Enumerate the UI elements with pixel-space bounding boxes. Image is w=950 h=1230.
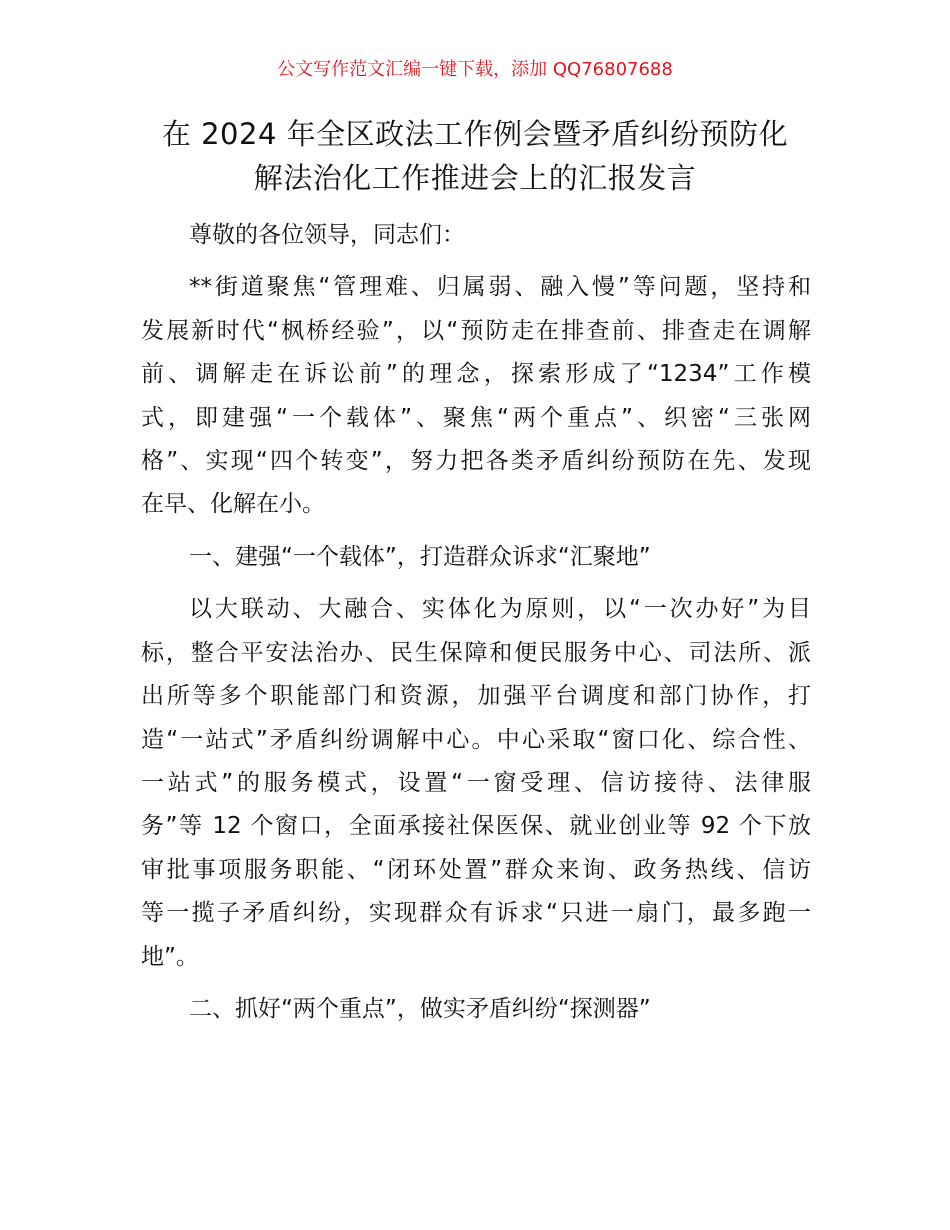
paragraph-line: 格”、实现“四个转变”，努力把各类矛盾纠纷预防在先、发现 [141, 448, 811, 474]
paragraph-line: 前、调解走在诉讼前”的理念，探索形成了“1234”工作模 [141, 361, 811, 387]
paragraph-line: 以大联动、大融合、实体化为原则，以“一次办好”为目 [189, 596, 811, 622]
salutation: 尊敬的各位领导，同志们： [189, 222, 465, 248]
paragraph-line: 标，整合平安法治办、民生保障和便民服务中心、司法所、派 [141, 640, 811, 666]
paragraph-line: 造“一站式”矛盾纠纷调解中心。中心采取“窗口化、综合性、 [141, 727, 811, 753]
paragraph-line: 等一揽子矛盾纠纷，实现群众有诉求“只进一扇门，最多跑一 [141, 900, 811, 926]
paragraph-line: 审批事项服务职能、“闭环处置”群众来询、政务热线、信访 [141, 857, 811, 883]
paragraph-line: 在早、化解在小。 [141, 491, 325, 517]
paragraph-line: 一站式”的服务模式，设置“一窗受理、信访接待、法律服 [141, 770, 811, 796]
section-heading-2: 二、抓好“两个重点”，做实矛盾纠纷“探测器” [189, 996, 651, 1022]
title-line-2: 解法治化工作推进会上的汇报发言 [253, 161, 697, 195]
title-line-1: 在 2024 年全区政法工作例会暨矛盾纠纷预防化 [161, 117, 789, 151]
section-heading-1: 一、建强“一个载体”，打造群众诉求“汇聚地” [189, 544, 651, 570]
paragraph-line: **街道聚焦“管理难、归属弱、融入慢”等问题，坚持和 [189, 274, 811, 300]
paragraph-line: 发展新时代“枫桥经验”，以“预防走在排查前、排查走在调解 [141, 318, 811, 344]
paragraph-line: 地”。 [141, 944, 199, 970]
paragraph-line: 出所等多个职能部门和资源，加强平台调度和部门协作，打 [141, 683, 811, 709]
download-banner: 公文写作范文汇编一键下载，添加 QQ76807688 [277, 59, 673, 80]
paragraph-line: 务”等 12 个窗口，全面承接社保医保、就业创业等 92 个下放 [141, 813, 811, 839]
paragraph-line: 式，即建强“一个载体”、聚焦“两个重点”、织密“三张网 [141, 405, 811, 431]
